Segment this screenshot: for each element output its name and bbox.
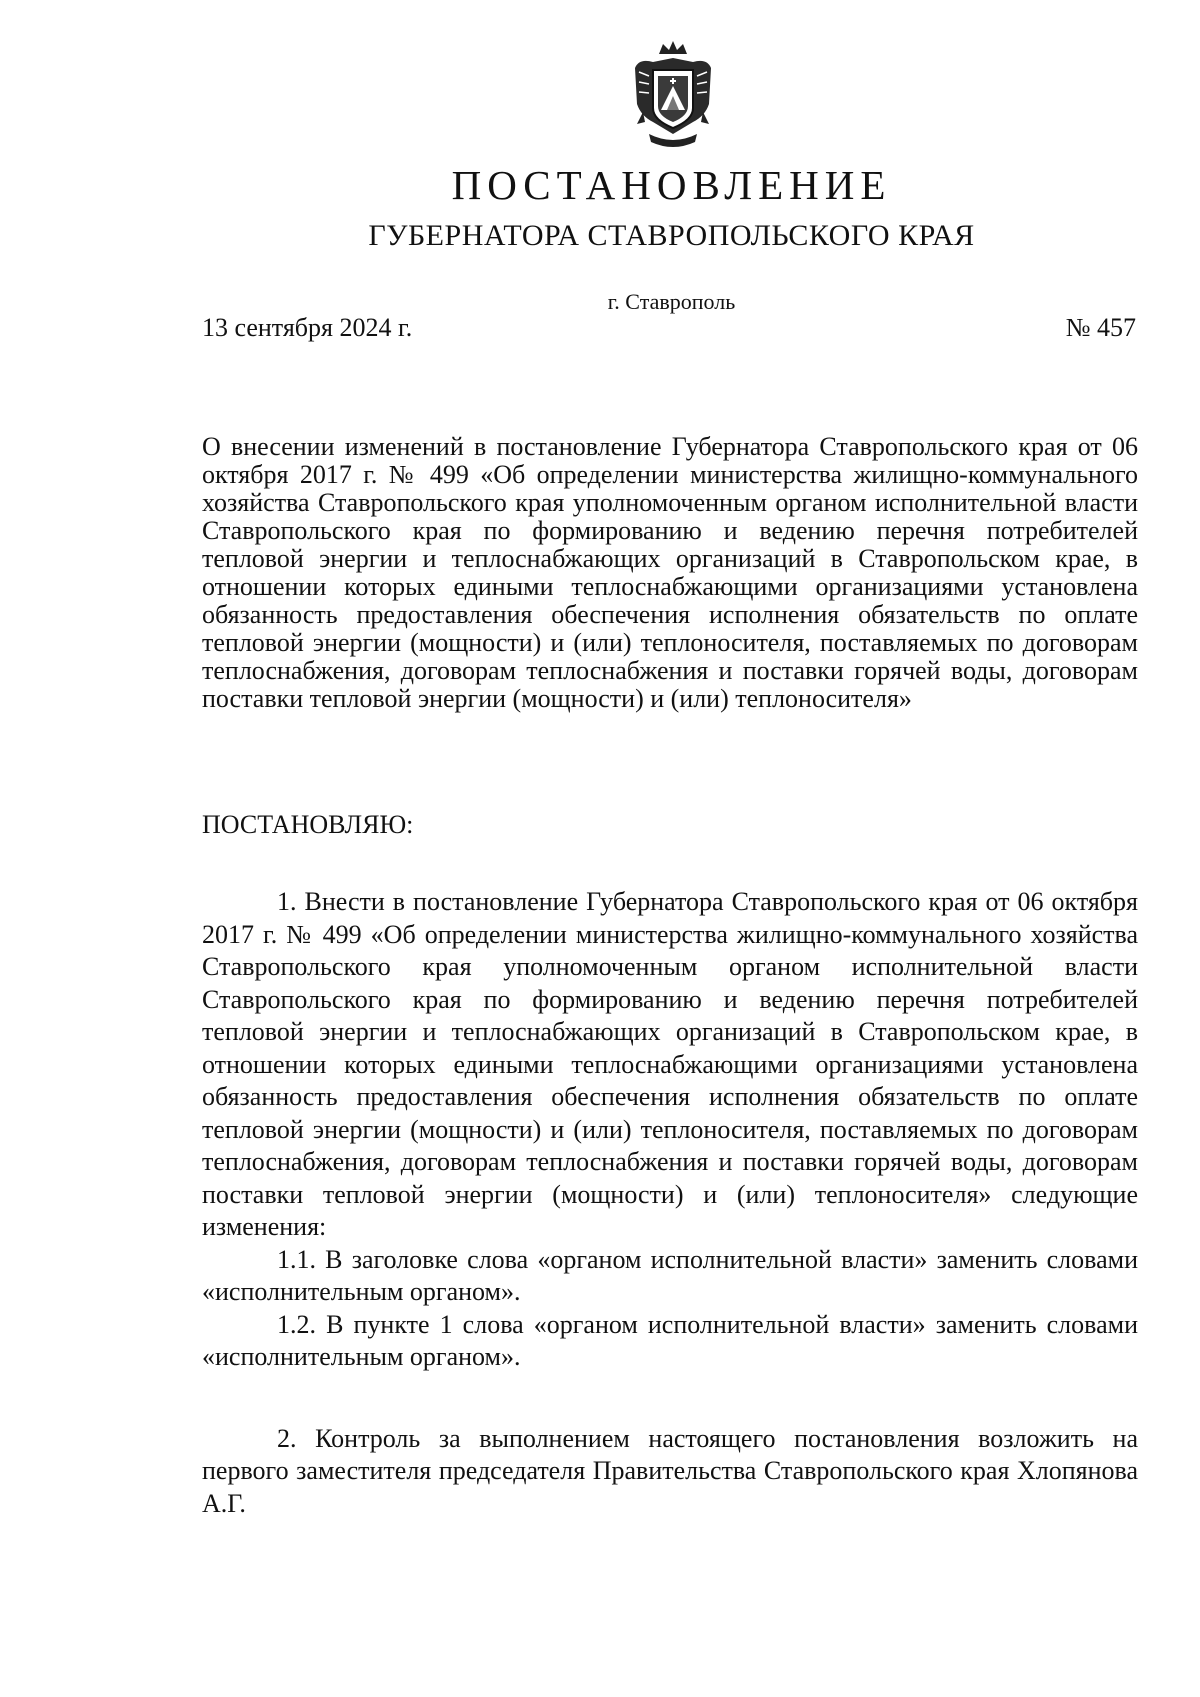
document-number: № 457: [1065, 313, 1136, 342]
paragraph-1-1: 1.1. В заголовке слова «органом исполнительной власти» заменить словами «исполнительным органом».: [202, 1244, 1138, 1306]
document-type-heading: ПОСТАНОВЛЕНИЕ: [451, 162, 892, 208]
document-title: О внесении изменений в постановление Губернатора Ставропольского края от 06 октября 2017 г. № 499 «Об определении министерства жилищно-коммунального хозяйства Ставропольского края уполномоченным органом исполнительной власти Ставропольского края по формированию и ведению перечня потребителей тепловой энергии и теплоснабжающих организаций в Ставропольском крае, в отношении которых едиными теплоснабжающими организациями установлена обязанность предоставления обеспечения исполнения обязательств по оплате тепловой энергии (мощности) и (или) теплоносителя, поставляемых по договорам теплоснабжения, договорам теплоснабжения и поставки горячей воды, договорам поставки тепловой энергии (мощности) и (или) теплоносителя»: [202, 432, 1138, 713]
document-body: [202, 886, 1138, 1520]
paragraph-1-2: 1.2. В пункте 1 слова «органом исполнительной власти» заменить словами «исполнительным органом».: [202, 1309, 1138, 1371]
paragraph-1: 1. Внести в постановление Губернатора Ставропольского края от 06 октября 2017 г. № 499 «Об определении министерства жилищно-коммунального хозяйства Ставропольского края уполномоченным органом исполнительной власти Ставропольского края по формированию и ведению перечня потребителей тепловой энергии и теплоснабжающих организаций в Ставропольском крае, в отношении которых едиными теплоснабжающими организациями установлена обязанность предоставления обеспечения исполнения обязательств по оплате тепловой энергии (мощности) и (или) теплоносителя, поставляемых по договорам теплоснабжения, договорам теплоснабжения и поставки горячей воды, договорам поставки тепловой энергии (мощности) и (или) теплоносителя» следующие изменения:: [202, 887, 1138, 1241]
issuer-heading: ГУБЕРНАТОРА СТАВРОПОЛЬСКОГО КРАЯ: [368, 219, 975, 252]
coat-of-arms-icon: [629, 38, 717, 150]
resolve-heading: ПОСТАНОВЛЯЮ:: [202, 810, 414, 839]
city-label: г. Ставрополь: [607, 289, 736, 314]
paragraph-2: 2. Контроль за выполнением настоящего постановления возложить на первого заместителя председателя Правительства Ставропольского края Хлопянова А.Г.: [202, 1423, 1138, 1518]
document-date: 13 сентября 2024 г.: [202, 313, 413, 342]
